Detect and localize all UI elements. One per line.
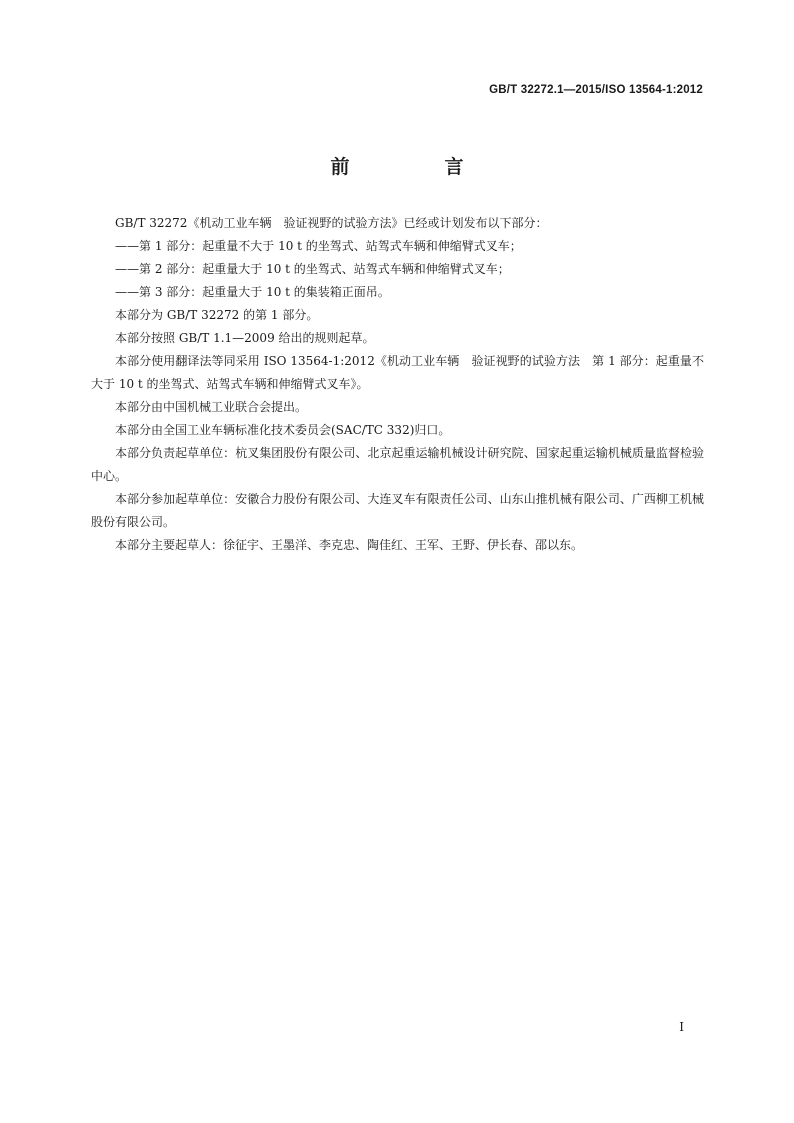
list-item-part-2: ——第 2 部分：起重量大于 10 t 的坐驾式、站驾式车辆和伸缩臂式叉车；	[115, 262, 510, 276]
standard-code-header	[489, 84, 703, 96]
paragraph-lead-drafters: 本部分负责起草单位：杭叉集团股份有限公司、北京起重运输机械设计研究院、国家起重运输机械质量监督检验中心。	[91, 446, 704, 483]
paragraph-part-statement: 本部分为 GB/T 32272 的第 1 部分。	[115, 308, 319, 322]
paragraph-adoption: 本部分使用翻译法等同采用 ISO 13564-1:2012《机动工业车辆 验证视野的试验方法 第 1 部分：起重量不大于 10 t 的坐驾式、站驾式车辆和伸缩臂式叉车》。	[91, 354, 704, 391]
paragraph-participating-drafters: 本部分参加起草单位：安徽合力股份有限公司、大连叉车有限责任公司、山东山推机械有限公司、广西柳工机械股份有限公司。	[91, 492, 704, 529]
list-item-part-1: ——第 1 部分：起重量不大于 10 t 的坐驾式、站驾式车辆和伸缩臂式叉车；	[115, 239, 522, 253]
page-number: I	[679, 1020, 684, 1034]
paragraph-drafting-rules: 本部分按照 GB/T 1.1—2009 给出的规则起草。	[115, 331, 375, 345]
standard-code: GB/T 32272.1—2015/ISO 13564-1:2012	[489, 84, 703, 96]
paragraph-main-authors: 本部分主要起草人：徐征宇、王墨洋、李克忠、陶佳红、王军、王野、伊长春、邵以东。	[115, 538, 584, 552]
list-item-part-3: ——第 3 部分：起重量大于 10 t 的集装箱正面吊。	[115, 285, 390, 299]
page-title: 前 言	[330, 156, 502, 178]
foreword-body	[91, 212, 704, 557]
paragraph-series-intro: GB/T 32272《机动工业车辆 验证视野的试验方法》已经或计划发布以下部分：	[115, 216, 548, 230]
paragraph-committee: 本部分由全国工业车辆标准化技术委员会(SAC/TC 332)归口。	[115, 423, 451, 437]
paragraph-proposer: 本部分由中国机械工业联合会提出。	[115, 400, 308, 414]
